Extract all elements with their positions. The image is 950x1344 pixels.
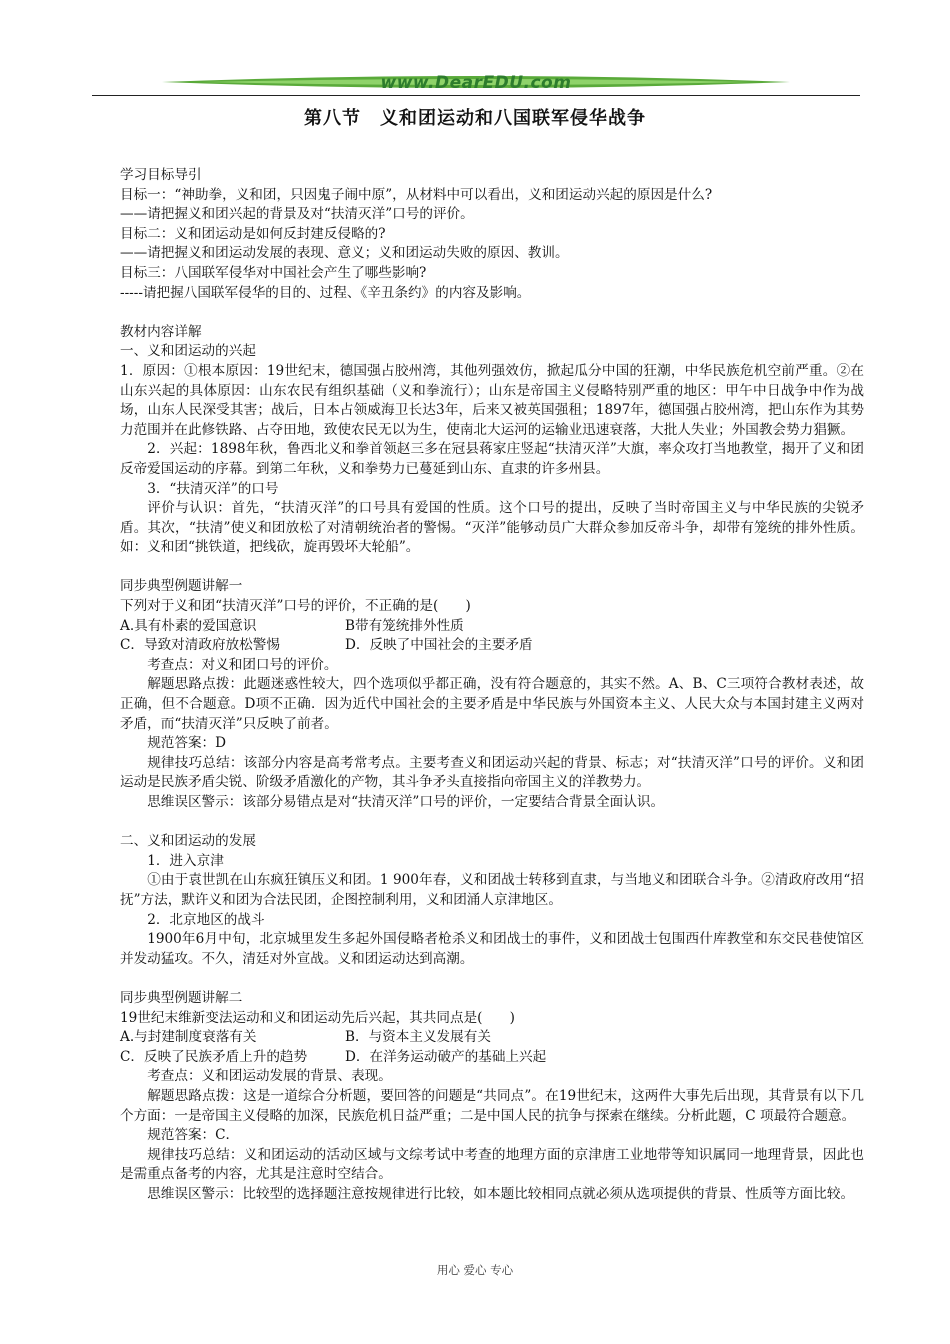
example-heading: 同步典型例题讲解一 [120, 578, 243, 595]
analysis-text: 解题思路点拨：此题迷惑性较大，四个选项似乎都正确，没有符合题意的，其实不然。A、B、C三项符合教材表述，故正确，但不合题意。D项不正确．因为近代中国社会的主要矛盾是中华民族与外国资本主义、人民大众与本国封建主义两对矛盾，而“扶清灭洋”只反映了前者。 [120, 676, 864, 732]
page-footer: 用心 爱心 专心 [436, 1263, 514, 1277]
paragraph: 评价与认识：首先，“扶清灭洋”的口号具有爱国的性质。这个口号的提出，反映了当时帝国主义与中华民族的尖锐矛盾。其次，“扶清”使义和团放松了对清朝统治者的警惕。“灭洋”能够动员广大群众参加反帝斗争，却带有笼统的排外性质。如：义和团“挑铁道，把线砍，旋再毁坏大轮船”。 [120, 500, 864, 556]
subsection-heading: 2．北京地区的战斗 [147, 911, 265, 928]
goal-line: 目标三：八国联军侵华对中国社会产生了哪些影响? [120, 264, 427, 281]
subsection-heading: 1．进入京津 [147, 852, 224, 869]
goal-line: ——请把握义和团运动发展的表现、意义；义和团运动失败的原因、教训。 [120, 245, 569, 262]
option-b: B．与资本主义发展有关 [345, 1029, 491, 1046]
answer-text: 规范答案：C． [147, 1127, 240, 1144]
example-heading: 同步典型例题讲解二 [120, 989, 243, 1006]
option-a: A.具有朴素的爱国意识 [120, 617, 257, 634]
goal-line: -----请把握八国联军侵华的目的、过程、《辛丑条约》的内容及影响。 [120, 284, 531, 301]
summary-text: 规律技巧总结：该部分内容是高考常考点。主要考查义和团运动兴起的背景、标志；对“扶清灭洋”口号的评价。义和团运动是民族矛盾尖锐、阶级矛盾激化的产物，其斗争矛头直接指向帝国主义的洋教势力。 [120, 754, 864, 791]
paragraph: 1．原因：①根本原因：19世纪末，德国强占胶州湾，其他列强效仿，掀起瓜分中国的狂潮，中华民族危机空前严重。②在山东兴起的具体原因：山东农民有组织基础（义和拳流行）；山东是帝国主义侵略特别严重的地区：甲午中日战争中作为战场，山东人民深受其害；战后，日本占领威海卫长达3年，后来又被英国强租；1897年，德国强占胶州湾，把山东作为其势力范围并在此修铁路、占夺田地，致使农民无以为生，使南北大运河的运输业迅速衰落，大批人失业；外国教会势力猖獗。 [120, 362, 864, 438]
question-text: 下列对于义和团“扶清灭洋”口号的评价，不正确的是( ) [120, 598, 471, 615]
section-heading: 教材内容详解 [120, 323, 202, 340]
goals-heading: 学习目标导引 [120, 167, 202, 183]
goal-line: ——请把握义和团兴起的背景及对“扶清灭洋”口号的评价。 [120, 206, 474, 223]
exam-point: 考查点：义和团运动发展的背景、表现。 [147, 1068, 392, 1085]
option-d: D．在洋务运动破产的基础上兴起 [345, 1048, 547, 1065]
paragraph: 1900年6月中旬，北京城里发生多起外国侵略者枪杀义和团战士的事件，义和团战士包围西什库教堂和东交民巷使馆区并发动猛攻。不久，清廷对外宣战。义和团运动达到高潮。 [120, 931, 864, 967]
page-title: 第八节 义和团运动和八国联军侵华战争 [304, 108, 646, 129]
options-row [120, 1048, 864, 1068]
options-row [120, 1028, 864, 1048]
answer-text: 规范答案：D [147, 735, 227, 752]
option-a: A.与封建制度衰落有关 [120, 1029, 257, 1046]
options-row [120, 617, 864, 637]
goal-line: 目标一：“神助拳，义和团，只因鬼子闹中原”，从材料中可以看出，义和团运动兴起的原因是什么? [120, 186, 713, 203]
option-b: B带有笼统排外性质 [345, 617, 464, 634]
paragraph: 3．“扶清灭洋”的口号 [147, 480, 279, 497]
subsection-heading: 一、义和团运动的兴起 [120, 343, 256, 360]
option-c: C．反映了民族矛盾上升的趋势 [120, 1048, 308, 1065]
options-row [120, 636, 864, 656]
option-d: D．反映了中国社会的主要矛盾 [345, 637, 533, 654]
exam-point: 考查点：对义和团口号的评价。 [147, 656, 338, 673]
summary-text: 规律技巧总结：义和团运动的活动区域与文综考试中考查的地理方面的京津唐工业地带等知识属同一地理背景，因此也是需重点备考的内容，尤其是注意时空结合。 [120, 1146, 864, 1183]
paragraph: 2．兴起：1898年秋，鲁西北义和拳首领赵三多在冠县蒋家庄竖起“扶清灭洋”大旗，率众攻打当地教堂，揭开了义和团反帝爱国运动的序幕。到第二年秋，义和拳势力已蔓延到山东、直隶的许多州县。 [120, 441, 864, 477]
paragraph: ①由于袁世凯在山东疯狂镇压义和团。1 900年春，义和团战士转移到直隶，与当地义和团联合斗争。②清政府改用“招抚”方法，默许义和团为合法民团，企图控制利用，义和团涌人京津地区。 [120, 872, 864, 908]
section-heading: 二、义和团运动的发展 [120, 833, 256, 850]
option-c: C．导致对清政府放松警惕 [120, 637, 280, 654]
analysis-text: 解题思路点拨：这是一道综合分析题，要回答的问题是“共同点”。在19世纪末，这两件大事先后出现，其背景有以下几个方面：一是帝国主义侵略的加深，民族危机日益严重；二是中国人民的抗争与探索在继续。分析此题，C 项最符合题意。 [120, 1087, 864, 1124]
warning-text: 思维误区警示：比较型的选择题注意按规律进行比较，如本题比较相同点就必须从选项提供的背景、性质等方面比较。 [147, 1185, 855, 1202]
header-rule [92, 95, 860, 96]
banner-url: www.DearEDU.com [380, 73, 572, 93]
warning-text: 思维误区警示：该部分易错点是对“扶清灭洋”口号的评价，一定要结合背景全面认识。 [147, 794, 665, 810]
document-body [120, 166, 864, 1204]
goal-line: 目标二：义和团运动是如何反封建反侵略的? [120, 225, 386, 242]
question-text: 19世纪末维新变法运动和义和团运动先后兴起，其共同点是( ) [120, 1009, 515, 1026]
